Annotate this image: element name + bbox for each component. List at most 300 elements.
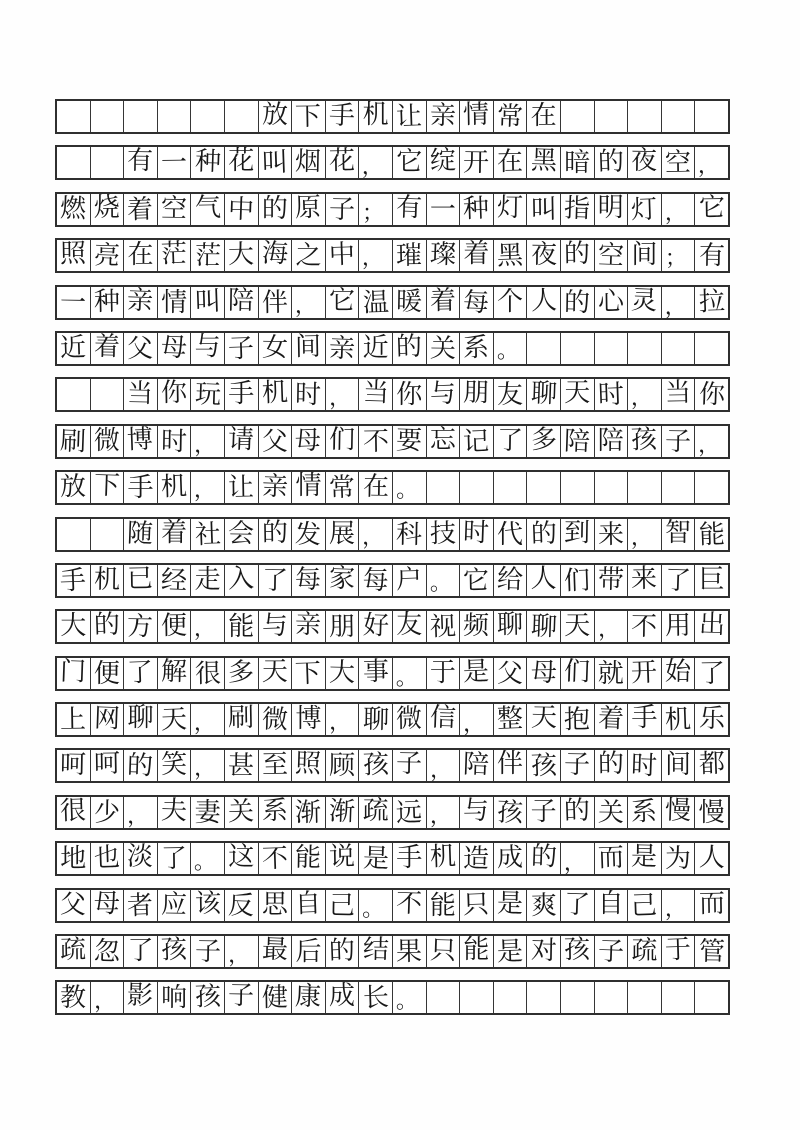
grid-cell <box>527 287 561 318</box>
grid-cell <box>460 565 494 596</box>
grid-cell <box>662 333 696 364</box>
handwritten-char: 出 <box>698 609 726 641</box>
grid-cell <box>427 240 461 271</box>
grid-cell <box>494 936 528 967</box>
handwritten-char: 长 <box>362 982 390 1014</box>
handwritten-char: 子 <box>395 749 423 780</box>
grid-cell <box>259 147 293 178</box>
handwritten-char: 着 <box>126 194 155 226</box>
handwritten-char: 顾 <box>329 751 356 782</box>
handwritten-char: ， <box>361 524 385 550</box>
grid-cell <box>393 565 427 596</box>
handwritten-char: 种 <box>93 286 121 317</box>
handwritten-char: ， <box>664 294 687 320</box>
grid-cell <box>561 611 595 642</box>
grid-cell <box>158 936 192 967</box>
handwritten-char: 手 <box>228 379 255 410</box>
handwritten-char: 时 <box>160 426 188 457</box>
handwritten-char: 的 <box>530 518 558 549</box>
grid-cell <box>191 565 225 596</box>
handwritten-char: 烧 <box>93 192 120 223</box>
handwritten-char: 后 <box>295 937 322 968</box>
grid-cell <box>359 426 393 457</box>
handwritten-char: ， <box>630 525 654 551</box>
handwritten-char: 频 <box>463 611 490 642</box>
grid-cell <box>225 982 259 1013</box>
grid-cell <box>561 379 595 410</box>
grid-cell <box>158 658 192 689</box>
grid-cell <box>460 101 494 132</box>
grid-cell <box>460 750 494 781</box>
handwritten-char: 当 <box>127 379 154 410</box>
handwritten-char: 与 <box>261 610 289 642</box>
handwritten-char: 你 <box>396 380 423 411</box>
grid-row <box>55 424 730 459</box>
grid-cell <box>695 890 728 921</box>
grid-cell <box>91 658 125 689</box>
grid-cell <box>393 843 427 874</box>
handwritten-char: ， <box>194 616 217 643</box>
grid-cell <box>359 472 393 503</box>
grid-cell <box>158 982 192 1013</box>
handwritten-char: 温 <box>362 287 390 319</box>
handwritten-char: 母 <box>93 888 120 919</box>
grid-cell <box>695 982 728 1013</box>
grid-cell <box>561 333 595 364</box>
grid-cell <box>259 565 293 596</box>
handwritten-char: 机 <box>664 704 692 736</box>
handwritten-char: 方 <box>127 612 154 643</box>
grid-cell <box>326 472 360 503</box>
handwritten-char: 只 <box>462 889 490 921</box>
handwritten-char: 忘 <box>429 424 456 455</box>
grid-cell <box>158 101 192 132</box>
handwritten-char: 能 <box>698 519 726 550</box>
handwritten-char: 的 <box>597 146 625 178</box>
handwritten-char: 。 <box>395 989 419 1015</box>
grid-cell <box>628 101 662 132</box>
grid-cell <box>326 147 360 178</box>
handwritten-char: ， <box>361 155 385 181</box>
grid-cell <box>527 704 561 735</box>
handwritten-char: ， <box>294 293 318 319</box>
handwritten-char: 了 <box>664 565 692 597</box>
grid-cell <box>326 194 360 225</box>
grid-cell <box>158 843 192 874</box>
grid-cell <box>57 379 91 410</box>
grid-cell <box>393 890 427 921</box>
grid-cell <box>494 287 528 318</box>
handwritten-char: 孩 <box>496 797 524 829</box>
handwritten-char: 它 <box>329 285 356 316</box>
handwritten-char: 一 <box>160 148 188 179</box>
handwritten-char: 教 <box>60 983 87 1014</box>
grid-cell <box>527 101 561 132</box>
handwritten-char: 着 <box>429 285 457 316</box>
handwritten-char: 有 <box>698 240 725 272</box>
handwritten-char: 有 <box>395 192 423 224</box>
grid-cell <box>359 194 393 225</box>
grid-cell <box>662 287 696 318</box>
handwritten-char: 要 <box>395 425 423 457</box>
handwritten-char: 在 <box>530 101 557 131</box>
grid-cell <box>494 519 528 550</box>
handwritten-char: 空 <box>160 193 188 225</box>
handwritten-char: 网 <box>93 703 121 735</box>
grid-cell <box>662 750 696 781</box>
grid-row <box>55 470 730 505</box>
handwritten-char: 能 <box>429 890 456 921</box>
grid-cell <box>695 936 728 967</box>
handwritten-char: 大 <box>328 657 356 688</box>
handwritten-char: 子 <box>597 936 625 968</box>
grid-cell <box>662 843 696 874</box>
grid-cell <box>662 890 696 921</box>
handwritten-char: 开 <box>630 657 658 689</box>
grid-row <box>55 331 730 366</box>
grid-row <box>55 609 730 644</box>
grid-cell <box>561 797 595 828</box>
grid-cell <box>393 750 427 781</box>
handwritten-char: 与 <box>194 331 221 362</box>
grid-cell <box>393 101 427 132</box>
grid-cell <box>225 426 259 457</box>
handwritten-char: 伴 <box>497 749 524 780</box>
handwritten-char: 女 <box>261 332 289 364</box>
grid-cell <box>527 565 561 596</box>
handwritten-char: 朋 <box>328 612 356 643</box>
handwritten-char: 机 <box>93 564 121 596</box>
handwritten-char: 常 <box>496 101 524 133</box>
grid-cell <box>494 658 528 689</box>
handwritten-char: 中 <box>227 194 255 226</box>
handwritten-char: 陪 <box>462 750 490 781</box>
handwritten-char: 燃 <box>59 193 87 225</box>
handwritten-char: 玩 <box>194 379 222 411</box>
handwritten-char: 让 <box>395 101 423 133</box>
grid-cell <box>259 890 293 921</box>
handwritten-char: 而 <box>597 842 625 874</box>
grid-cell <box>393 333 427 364</box>
grid-cell <box>427 287 461 318</box>
grid-cell <box>662 379 696 410</box>
handwritten-char: 果 <box>395 936 423 968</box>
grid-cell <box>595 379 629 410</box>
grid-cell <box>292 379 326 410</box>
handwritten-char: 着 <box>597 703 625 735</box>
handwritten-char: 应 <box>160 889 188 920</box>
grid-row <box>55 377 730 412</box>
handwritten-char: 便 <box>93 658 120 689</box>
grid-cell <box>158 240 192 271</box>
grid-cell <box>427 890 461 921</box>
handwritten-char: 父 <box>261 426 288 457</box>
handwritten-char: 们 <box>563 565 591 597</box>
handwritten-char: 中 <box>328 239 356 271</box>
handwritten-char: 带 <box>597 564 625 596</box>
handwritten-char: 系 <box>261 795 289 827</box>
grid-cell <box>460 194 494 225</box>
grid-cell <box>158 426 192 457</box>
grid-cell <box>326 101 360 132</box>
grid-cell <box>359 565 393 596</box>
grid-cell <box>494 333 528 364</box>
grid-cell <box>595 565 629 596</box>
grid-cell <box>91 333 125 364</box>
handwritten-char: 黑 <box>530 145 558 177</box>
handwritten-char: 伴 <box>261 287 289 318</box>
grid-cell <box>393 611 427 642</box>
grid-cell <box>292 936 326 967</box>
grid-cell <box>57 797 91 828</box>
grid-cell <box>359 704 393 735</box>
handwritten-char: 了 <box>698 658 725 689</box>
grid-cell <box>259 982 293 1013</box>
grid-cell <box>393 704 427 735</box>
handwritten-char: 着 <box>161 517 188 548</box>
grid-cell <box>191 519 225 550</box>
handwritten-char: 母 <box>530 657 557 688</box>
handwritten-char: 是 <box>496 936 524 968</box>
handwritten-char: 微 <box>395 703 423 735</box>
handwritten-char: ， <box>664 896 687 922</box>
handwritten-char: 妻 <box>194 797 221 828</box>
handwritten-char: 们 <box>563 656 591 688</box>
handwritten-char: 事 <box>362 656 389 687</box>
grid-cell <box>359 750 393 781</box>
handwritten-char: 忽 <box>93 936 121 968</box>
grid-cell <box>158 379 192 410</box>
handwritten-char: 天 <box>160 704 188 736</box>
handwritten-char: 它 <box>463 565 490 597</box>
grid-cell <box>91 797 125 828</box>
grid-cell <box>561 147 595 178</box>
grid-cell <box>494 750 528 781</box>
grid-cell <box>561 658 595 689</box>
grid-cell <box>57 704 91 735</box>
handwritten-char: 近 <box>362 332 389 363</box>
handwritten-char: 解 <box>160 656 188 687</box>
handwritten-char: 的 <box>126 751 154 782</box>
grid-cell <box>595 147 629 178</box>
handwritten-char: 时 <box>462 517 490 548</box>
grid-cell <box>628 890 662 921</box>
handwritten-char: 子 <box>228 981 255 1012</box>
handwritten-char: 夜 <box>631 146 658 177</box>
handwritten-char: 朋 <box>463 378 490 409</box>
grid-cell <box>427 519 461 550</box>
grid-cell <box>460 658 494 689</box>
grid-cell <box>259 240 293 271</box>
grid-cell <box>662 797 696 828</box>
grid-cell <box>326 982 360 1013</box>
grid-cell <box>225 936 259 967</box>
grid-cell <box>527 658 561 689</box>
handwritten-char: 该 <box>194 888 221 919</box>
grid-cell <box>158 704 192 735</box>
handwritten-char: 气 <box>194 192 221 224</box>
grid-cell <box>326 704 360 735</box>
grid-cell <box>259 843 293 874</box>
grid-cell <box>158 565 192 596</box>
grid-cell <box>57 194 91 225</box>
handwritten-char: 你 <box>160 378 188 409</box>
grid-cell <box>57 333 91 364</box>
grid-cell <box>292 797 326 828</box>
grid-cell <box>628 287 662 318</box>
grid-cell <box>595 426 629 457</box>
handwritten-char: 暖 <box>395 286 423 317</box>
grid-cell <box>695 843 728 874</box>
grid-cell <box>359 240 393 271</box>
grid-cell <box>124 750 158 781</box>
grid-cell <box>225 890 259 921</box>
grid-cell <box>292 472 326 503</box>
grid-cell <box>91 519 125 550</box>
grid-cell <box>359 379 393 410</box>
handwritten-char: 博 <box>126 424 154 456</box>
grid-cell <box>91 565 125 596</box>
handwritten-char: 亲 <box>261 471 289 503</box>
handwritten-char: 友 <box>396 610 423 641</box>
handwritten-char: 父 <box>59 889 87 921</box>
handwritten-char: 是 <box>462 656 490 688</box>
grid-cell <box>662 194 696 225</box>
grid-cell <box>158 194 192 225</box>
grid-cell <box>662 101 696 132</box>
handwritten-char: 常 <box>328 472 356 504</box>
grid-cell <box>359 843 393 874</box>
handwritten-char: 请 <box>227 424 255 456</box>
grid-cell <box>124 519 158 550</box>
grid-cell <box>561 750 595 781</box>
handwritten-char: 了 <box>160 844 188 875</box>
grid-cell <box>527 750 561 781</box>
grid-cell <box>427 797 461 828</box>
grid-cell <box>91 147 125 178</box>
grid-cell <box>460 333 494 364</box>
handwritten-char: 反 <box>227 890 255 922</box>
grid-cell <box>326 519 360 550</box>
grid-cell <box>259 750 293 781</box>
handwritten-char: 每 <box>295 564 322 596</box>
handwritten-char: 渐 <box>328 796 356 828</box>
grid-cell <box>225 843 259 874</box>
handwritten-char: 健 <box>261 983 289 1014</box>
grid-cell <box>595 287 629 318</box>
handwritten-char: 空 <box>664 148 692 179</box>
handwritten-char: ， <box>193 756 217 782</box>
grid-cell <box>628 750 662 781</box>
handwritten-char: 来 <box>631 563 658 595</box>
grid-cell <box>595 797 629 828</box>
handwritten-char: 照 <box>294 749 323 780</box>
handwritten-char: 自 <box>597 888 624 919</box>
handwritten-char: 影 <box>127 980 155 1012</box>
handwritten-char: 叫 <box>261 147 289 179</box>
grid-cell <box>259 101 293 132</box>
grid-cell <box>695 704 728 735</box>
handwritten-char: ， <box>697 154 721 180</box>
grid-cell <box>561 472 595 503</box>
grid-cell <box>292 519 326 550</box>
grid-cell <box>158 611 192 642</box>
handwritten-char: 大 <box>227 239 255 271</box>
handwritten-char: 花 <box>328 146 356 177</box>
grid-cell <box>427 936 461 967</box>
grid-cell <box>191 936 225 967</box>
handwritten-char: 很 <box>59 795 87 827</box>
handwritten-char: 科 <box>395 519 423 550</box>
handwritten-char: 亲 <box>127 285 155 317</box>
handwritten-char: ， <box>698 432 721 458</box>
grid-cell <box>57 750 91 781</box>
grid-cell <box>662 240 696 271</box>
grid-cell <box>292 333 326 364</box>
handwritten-char: 有 <box>127 146 154 177</box>
grid-cell <box>57 519 91 550</box>
grid-cell <box>695 101 728 132</box>
handwritten-char: 智 <box>664 517 691 548</box>
handwritten-char: 的 <box>530 841 558 873</box>
handwritten-char: 烟 <box>295 147 322 178</box>
handwritten-char: 每 <box>362 565 389 596</box>
grid-cell <box>460 240 494 271</box>
handwritten-char: 海 <box>261 238 289 270</box>
grid-cell <box>359 333 393 364</box>
handwritten-char: 最 <box>261 934 289 966</box>
grid-cell <box>595 843 629 874</box>
grid-cell <box>191 472 225 503</box>
grid-cell <box>494 797 528 828</box>
handwritten-char: 记 <box>462 426 490 458</box>
handwritten-char: 微 <box>261 704 289 736</box>
grid-row <box>55 238 730 273</box>
grid-cell <box>427 426 461 457</box>
handwritten-char: 子 <box>227 333 255 365</box>
grid-row <box>55 563 730 598</box>
grid-cell <box>494 101 528 132</box>
handwritten-char: 成 <box>496 843 524 874</box>
grid-cell <box>393 287 427 318</box>
handwritten-char: 璨 <box>429 239 457 271</box>
grid-cell <box>292 565 326 596</box>
grid-cell <box>628 240 662 271</box>
handwritten-char: 照 <box>59 238 87 270</box>
handwritten-char: 给 <box>496 564 524 596</box>
handwritten-char: 淡 <box>127 842 154 873</box>
handwritten-char: 手 <box>631 703 658 734</box>
handwritten-char: 近 <box>59 332 87 364</box>
grid-cell <box>628 704 662 735</box>
grid-cell <box>662 472 696 503</box>
handwritten-char: 当 <box>362 377 390 409</box>
grid-row <box>55 980 730 1015</box>
handwritten-char: 花 <box>228 146 255 177</box>
handwritten-char: 着 <box>463 239 490 270</box>
grid-cell <box>259 194 293 225</box>
handwritten-char: 放 <box>261 99 289 131</box>
handwritten-char: 微 <box>93 425 120 456</box>
handwritten-char: 关 <box>429 333 457 365</box>
grid-cell <box>259 936 293 967</box>
grid-cell <box>359 982 393 1013</box>
grid-cell <box>695 333 728 364</box>
handwritten-char: 疏 <box>362 795 389 826</box>
handwritten-char: 能 <box>463 935 490 966</box>
grid-cell <box>427 704 461 735</box>
handwritten-char: 。 <box>429 570 452 597</box>
